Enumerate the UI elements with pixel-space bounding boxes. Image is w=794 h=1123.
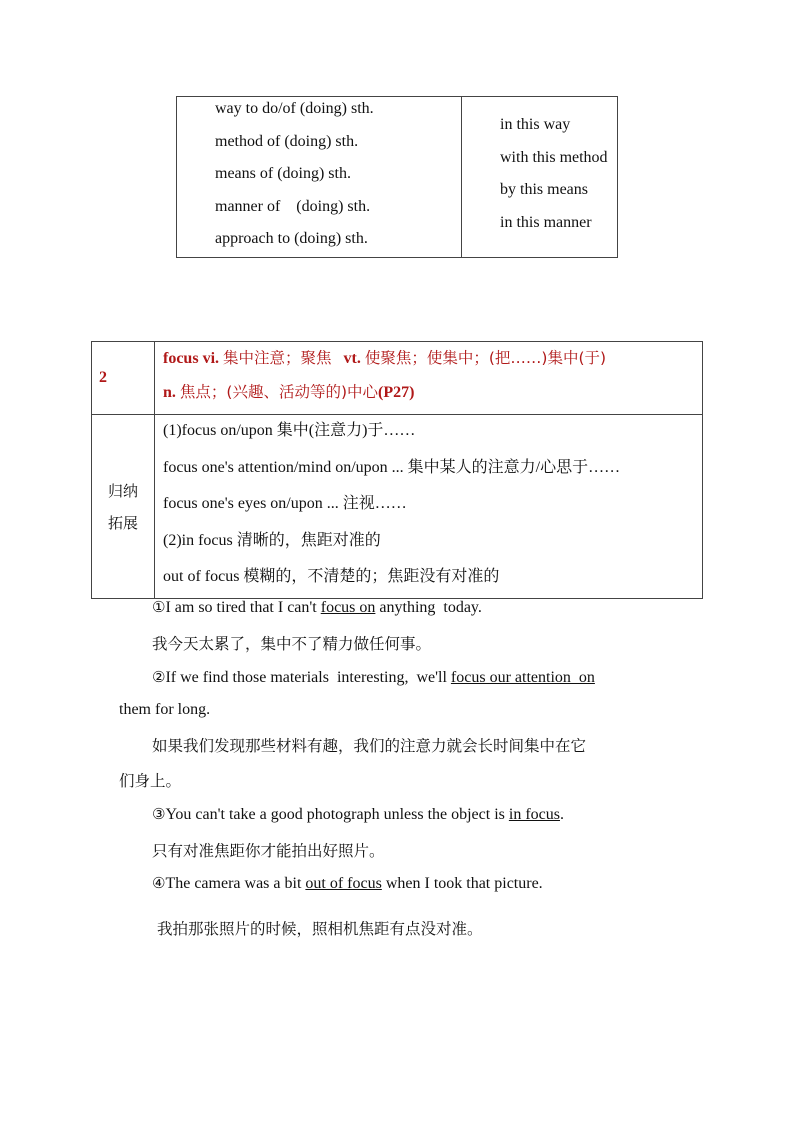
example-number: ③ (152, 805, 166, 823)
phrase-line: manner of (doing) sth. (215, 197, 371, 215)
example-number: ④ (152, 874, 166, 892)
example-text: I am so tired that I can't (165, 599, 321, 616)
expand-label: 拓展 (107, 513, 138, 532)
example-2 (152, 668, 595, 687)
example-1-translation: 我今天太累了，集中不了精力做任何事。 (152, 635, 432, 653)
example-4-translation: 我拍那张照片的时候，照相机焦距有点没对准。 (157, 920, 483, 938)
phrase-table-left-cell (177, 97, 462, 258)
example-4 (152, 874, 543, 893)
expand-line: focus one's eyes on/upon ... 注视…… (163, 495, 407, 512)
phrase-line: with this method (500, 148, 608, 166)
example-2-translation: 如果我们发现那些材料有趣，我们的注意力就会长时间集中在它 (152, 737, 587, 755)
example-text: when I took that picture. (381, 875, 543, 892)
pos-label: vt. (343, 350, 361, 367)
phrase-line: by this means (500, 181, 588, 198)
entry-headword-cell (155, 342, 703, 415)
headword: focus (163, 350, 199, 367)
definition: 集中注意；聚焦 (223, 349, 332, 367)
phrase-line: way to do/of (doing) sth. (215, 100, 374, 117)
key-phrase: focus our attention on (450, 669, 595, 686)
expand-line: (1)focus on/upon 集中(注意力)于…… (163, 422, 416, 439)
page-reference: (P27) (378, 384, 415, 401)
expand-line: out of focus 模糊的，不清楚的；焦距没有对准的 (163, 568, 500, 585)
example-number: ① (152, 598, 166, 616)
phrase-line: in this manner (500, 213, 592, 231)
example-1 (152, 598, 482, 617)
vocab-table (91, 341, 703, 599)
headword-line-2 (163, 374, 702, 411)
expand-line: focus one's attention/mind on/upon ... 集中某人的注意力/心思于…… (163, 458, 621, 476)
example-number: ② (152, 668, 166, 686)
example-text: . (559, 806, 564, 823)
example-text: You can't take a good photograph unless the object is (165, 806, 509, 823)
example-text: The camera was a bit (165, 875, 306, 892)
key-phrase: in focus (508, 806, 560, 823)
phrase-line: in this way (500, 116, 571, 133)
expand-line: (2)in focus 清晰的，焦距对准的 (163, 531, 381, 549)
phrase-line: method of (doing) sth. (215, 132, 359, 150)
example-3 (152, 805, 564, 824)
example-2-translation-cont: 们身上。 (119, 772, 182, 790)
headword-line-1 (163, 343, 702, 374)
example-text: If we find those materials interesting, we'll (165, 669, 451, 686)
phrase-line: means of (doing) sth. (215, 165, 351, 182)
expand-label: 归纳 (107, 481, 138, 500)
definition: 焦点；(兴趣、活动等的)中心 (179, 383, 379, 401)
example-2-continued: them for long. (119, 701, 211, 718)
phrase-table-right-cell (462, 97, 618, 258)
example-text: anything today. (375, 599, 482, 616)
expand-label-cell (92, 415, 155, 599)
key-phrase: focus on (320, 599, 376, 616)
example-3-translation: 只有对准焦距你才能拍出好照片。 (152, 842, 385, 860)
phrase-line: approach to (doing) sth. (215, 230, 368, 247)
pos-label: n. (163, 384, 176, 401)
definition: 使聚焦；使集中；(把……)集中(于) (364, 349, 607, 367)
expand-content-cell (155, 415, 703, 599)
entry-number: 2 (92, 342, 155, 415)
pos-label: vi. (202, 350, 220, 367)
key-phrase: out of focus (305, 875, 382, 892)
phrase-table (176, 96, 618, 258)
